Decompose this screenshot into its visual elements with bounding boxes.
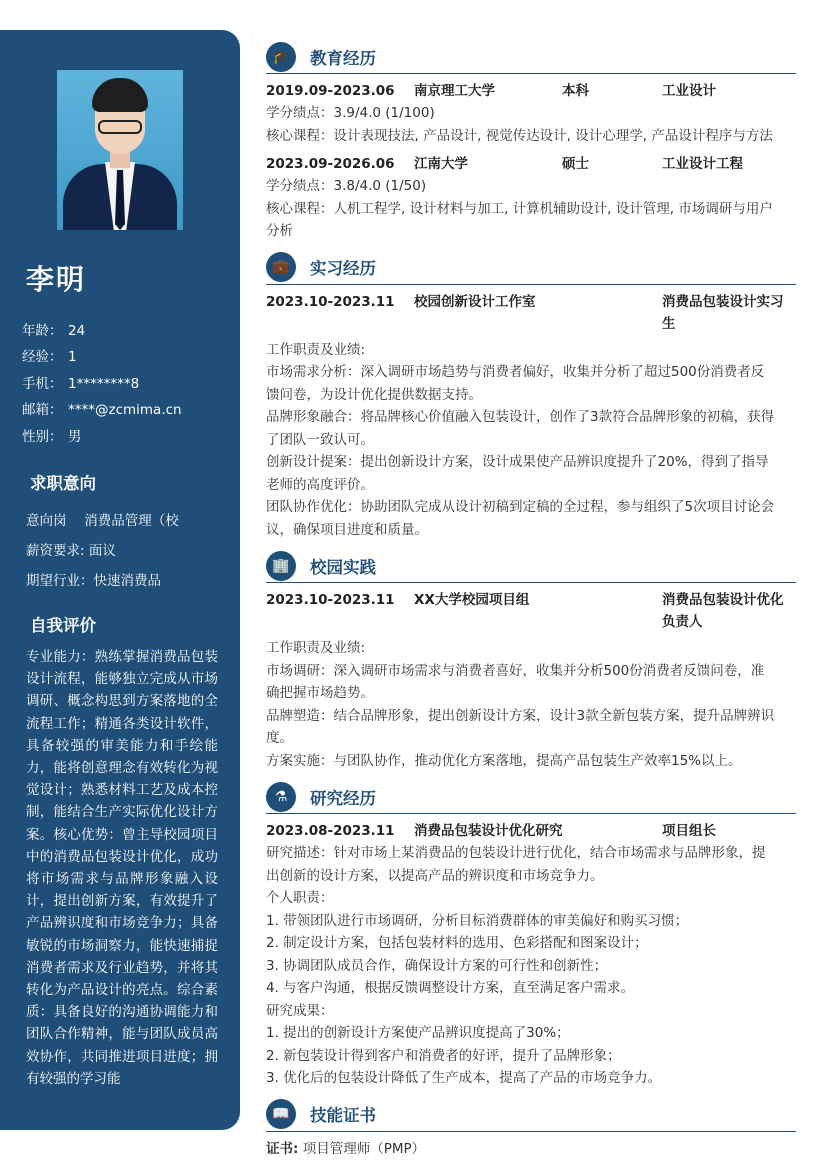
research-line: 2. 新包装设计得到客户和消费者的好评，提升了品牌形象； bbox=[266, 1047, 621, 1064]
education-gpa: 学分绩点：3.9/4.0 (1/100) bbox=[266, 105, 435, 121]
education-courses: 核心课程：人机工程学, 设计材料与加工, 计算机辅助设计, 设计管理, 市场调研与用户 bbox=[266, 200, 773, 217]
info-row: 年龄： 24 bbox=[22, 323, 86, 339]
info-row: 性别： 男 bbox=[22, 428, 82, 445]
info-row: 经验： 1 bbox=[22, 349, 77, 366]
research-line: 3. 优化后的包装设计降低了生产成本，提高了产品的市场竞争力。 bbox=[266, 1070, 662, 1086]
internship-line: 创新设计提案：提出创新设计方案，设计成果使产品辨识度提升了20%，得到了指导 bbox=[266, 454, 769, 470]
campus-line: 度。 bbox=[266, 730, 293, 746]
certificate-value: 项目管理师（PMP） bbox=[302, 1140, 426, 1157]
section-title: 技能证书 bbox=[310, 1106, 376, 1125]
self-eval-heading: 自我评价 bbox=[30, 616, 96, 635]
info-row: 手机： 1********8 bbox=[22, 375, 140, 392]
research-line: 3. 协调团队成员合作，确保设计方案的可行性和创新性； bbox=[266, 957, 608, 974]
campus-entry-header: 2023.10-2023.11 XX大学校园项目组 消费品包装设计优化 负责人 bbox=[266, 592, 784, 630]
research-line: 出创新的设计方案，以提高产品的辨识度和市场竞争力。 bbox=[266, 867, 604, 884]
certificate-label: 证书: bbox=[266, 1140, 299, 1157]
internship-line: 品牌形象融合：将品牌核心价值融入包装设计，创作了3款符合品牌形象的初稿，获得 bbox=[266, 409, 775, 425]
section-title: 实习经历 bbox=[310, 259, 376, 278]
research-line: 研究描述：针对市场上某消费品的包装设计进行优化，结合市场需求与品牌形象，提 bbox=[266, 845, 766, 861]
internship-line: 议，确保项目进度和质量。 bbox=[266, 521, 428, 538]
self-eval-text: 专业能力：熟练掌握消费品包装设计流程，能够独立完成从市场调研、概念构思到方案落地的全流程工作；精通各类设计软件，具备较强的审美能力和手绘能力，能将创意理念有效转化为视觉设计；熟悉材料工艺及成本控制，能结合生产实际优化设计方案。核心优势：曾主导校园项目中的消费品包装设计优化，成功将市场需求与品牌形象融入设计，提出创新方案，有效提升了产品辨识度和市场竞争力；具备敏锐的市场洞察力，能快速捕捉消费者需求及行业趋势，并将其转化为产品设计的亮点。综合素质：具备良好的沟通协调能力和团队合作精神，能与团队成员高效协作，共同推进项目进度；拥有较强的学习能 bbox=[26, 649, 218, 1087]
job-intent bbox=[26, 508, 179, 598]
research-section-header bbox=[266, 780, 796, 814]
intent-position: 意向岗 消费品管理（校 bbox=[26, 513, 179, 529]
graduation-cap-icon: 🎓 bbox=[266, 42, 296, 72]
research-line: 个人职责： bbox=[266, 890, 334, 906]
certificate-line bbox=[266, 1138, 796, 1160]
campus-section-header bbox=[266, 549, 796, 583]
campus-line: 品牌塑造：结合品牌形象，提出创新设计方案，设计3款全新包装方案，提升品牌辨识 bbox=[266, 707, 775, 724]
education-section-header bbox=[266, 40, 796, 74]
main-content bbox=[266, 40, 796, 1160]
building-icon: 🏢 bbox=[266, 551, 296, 581]
internship-line: 市场需求分析：深入调研市场趋势与消费者偏好，收集并分析了超过500份消费者反 bbox=[266, 364, 765, 380]
flask-icon: ⚗ bbox=[266, 782, 296, 812]
campus-line: 市场调研：深入调研市场需求与消费者喜好，收集并分析500份消费者反馈问卷，准 bbox=[266, 662, 765, 679]
campus-line: 工作职责及业绩: bbox=[266, 640, 366, 656]
profile-name: 李明 bbox=[26, 263, 87, 296]
research-line: 1. 提出的创新设计方案使产品辨识度提高了30%； bbox=[266, 1025, 570, 1041]
sidebar bbox=[0, 30, 240, 1130]
campus-line: 确把握市场趋势。 bbox=[266, 685, 374, 701]
personal-info bbox=[22, 318, 182, 450]
intent-salary: 薪资要求: 面议 bbox=[26, 543, 116, 559]
education-courses: 核心课程：设计表现技法, 产品设计, 视觉传达设计, 设计心理学, 产品设计程序与方法 bbox=[266, 127, 773, 144]
education-entry-header: 2023.09-2026.06 江南大学 硕士 工业设计工程 bbox=[266, 156, 743, 172]
section-title: 校园实践 bbox=[310, 557, 376, 577]
education-courses: 分析 bbox=[266, 223, 293, 239]
internship-line: 老师的高度评价。 bbox=[266, 476, 374, 493]
internship-line: 工作职责及业绩: bbox=[266, 341, 366, 358]
section-title: 教育经历 bbox=[310, 48, 376, 68]
profile-photo bbox=[57, 70, 183, 230]
internship-entry-header: 2023.10-2023.11 校园创新设计工作室 消费品包装设计实习 生 bbox=[266, 293, 784, 332]
research-line: 4. 与客户沟通，根据反馈调整设计方案，直至满足客户需求。 bbox=[266, 980, 635, 996]
research-line: 2. 制定设计方案，包括包装材料的选用、色彩搭配和图案设计； bbox=[266, 935, 648, 951]
info-row: 邮箱： ****@zcmima.cn bbox=[22, 402, 182, 419]
research-line: 1. 带领团队进行市场调研，分析目标消费群体的审美偏好和购买习惯； bbox=[266, 912, 689, 929]
research-entry-header: 2023.08-2023.11 消费品包装设计优化研究 项目组长 bbox=[266, 823, 716, 839]
internship-section-header bbox=[266, 251, 796, 285]
book-icon: 📖 bbox=[266, 1099, 296, 1129]
education-gpa: 学分绩点：3.8/4.0 (1/50) bbox=[266, 178, 427, 194]
section-title: 研究经历 bbox=[310, 788, 376, 808]
skills-section-header bbox=[266, 1098, 796, 1132]
campus-line: 方案实施：与团队协作，推动优化方案落地，提高产品包装生产效率15%以上。 bbox=[266, 752, 742, 769]
intent-heading: 求职意向 bbox=[30, 474, 96, 493]
intent-industry: 期望行业：快速消费品 bbox=[26, 573, 161, 589]
internship-line: 馈问卷，为设计优化提供数据支持。 bbox=[266, 386, 482, 403]
internship-line: 了团队一致认可。 bbox=[266, 431, 374, 448]
research-line: 研究成果： bbox=[266, 1002, 334, 1019]
education-entry-header: 2019.09-2023.06 南京理工大学 本科 工业设计 bbox=[266, 83, 716, 99]
briefcase-icon: 💼 bbox=[266, 252, 296, 282]
internship-line: 团队协作优化：协助团队完成从设计初稿到定稿的全过程，参与组织了5次项目讨论会 bbox=[266, 499, 775, 515]
